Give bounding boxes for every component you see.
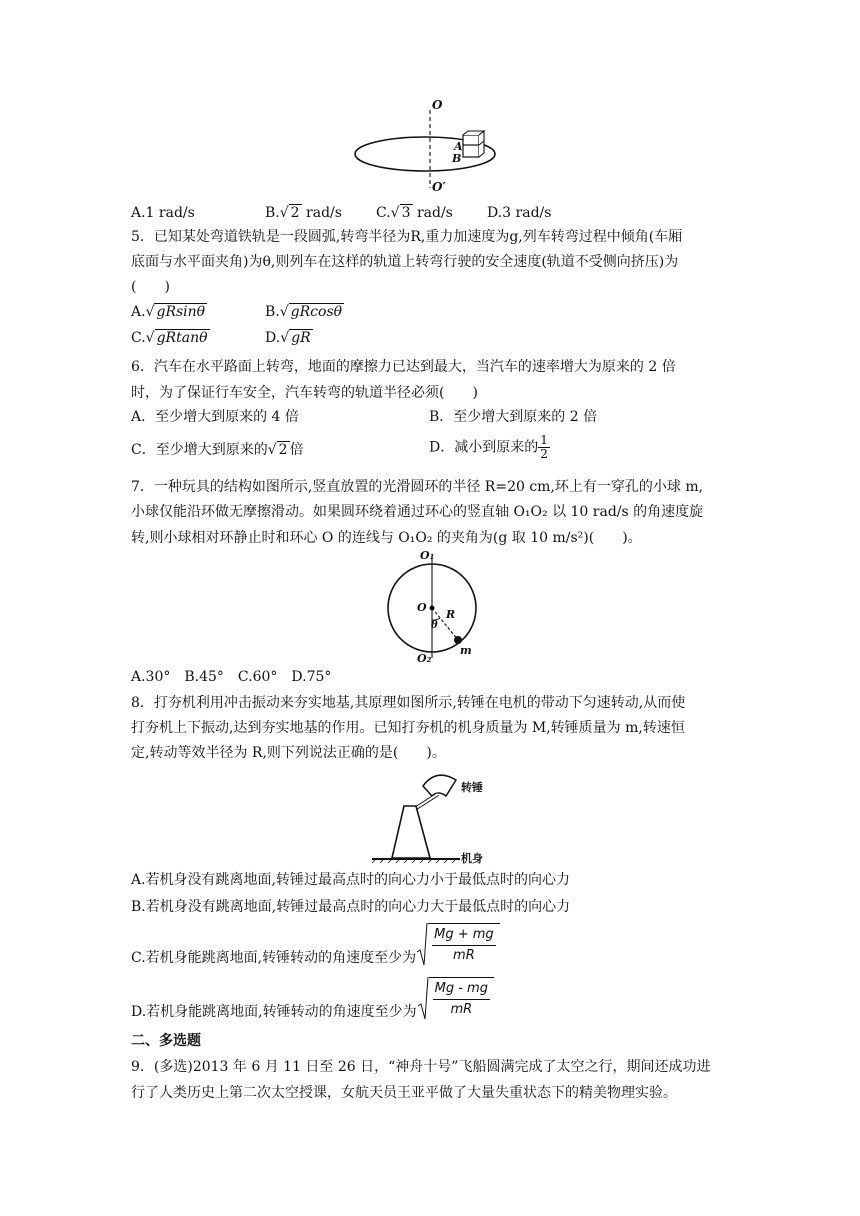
q9-line1: 9．(多选)2013 年 6 月 11 日至 26 日，“神舟十号”飞船圆满完成了太空之行，期间还成功进 — [131, 1059, 711, 1075]
q4-option-c: C.√ 3 rad/s — [376, 205, 453, 221]
figure-ring — [380, 552, 490, 664]
fig3-label-body: 机身 — [461, 852, 483, 865]
fig2-label-O1: O₁ — [420, 549, 435, 562]
q8-line3: 定,转动等效半径为 R,则下列说法正确的是( )。 — [131, 745, 446, 761]
q5-line2: 底面与水平面夹角)为θ,则列车在这样的轨道上转弯行驶的安全速度(轨道不受侧向挤压)为 — [131, 254, 679, 270]
q6-option-d: D．减小到原来的 $\frac{1}{2}$ — [429, 433, 548, 461]
q8-option-a: A.若机身没有跳离地面,转锤过最高点时的向心力小于最低点时的向心力 — [131, 872, 571, 888]
q8-option-c: C.若机身能跳离地面,转锤转动的角速度至少为 Mg + mg mR — [131, 922, 500, 966]
q4-option-d: D.3 rad/s — [487, 205, 552, 221]
q5-option-a: A.√ gRsinθ — [131, 304, 206, 320]
q4-option-a: A.1 rad/s — [131, 205, 195, 221]
fig2-label-R: R — [446, 608, 456, 621]
q5-option-c: C.√ gRtanθ — [131, 330, 208, 346]
q6-line1: 6．汽车在水平路面上转弯，地面的摩擦力已达到最大，当汽车的速率增大为原来的 2 倍 — [131, 359, 676, 375]
q8-line1: 8．打夯机利用冲击振动来夯实地基,其原理如图所示,转锤在电机的带动下匀速转动,从而使 — [131, 695, 686, 711]
q8-option-b: B.若机身没有跳离地面,转锤过最高点时的向心力大于最低点时的向心力 — [131, 899, 571, 915]
fig1-label-A: A — [454, 140, 463, 153]
fig2-label-O: O — [417, 601, 427, 614]
fig3-label-hammer: 转锤 — [461, 781, 483, 794]
block-B — [463, 144, 479, 157]
fig1-label-O-prime: O′ — [432, 180, 446, 194]
q8-line2: 打夯机上下振动,达到夯实地基的作用。已知打夯机的机身质量为 M,转锤质量为 m,转速恒 — [131, 720, 685, 736]
q7-line2: 小球仅能沿环做无摩擦滑动。如果圆环绕着通过环心的竖直轴 O₁O₂ 以 10 rad/s 的角速度旋 — [131, 504, 704, 520]
center-dot — [430, 606, 435, 611]
block-A — [463, 135, 479, 145]
fig1-label-O: O — [432, 98, 443, 112]
q5-line1: 5．已知某处弯道铁轨是一段圆弧,转弯半径为R,重力加速度为g,列车转弯过程中倾角(车厢 — [131, 229, 683, 245]
q5-option-b: B.√ gRcosθ — [265, 304, 343, 320]
q5-option-d: D.√ gR — [265, 330, 311, 346]
q7-line3: 转,则小球相对环静止时和环心 O 的连线与 O₁O₂ 的夹角为(g 取 10 m/s²)( )。 — [131, 530, 642, 546]
q6-option-c: C．至少增大到原来的√ 2 倍 — [131, 442, 304, 458]
q6-option-a: A．至少增大到原来的 4 倍 — [131, 409, 299, 425]
q7-options: A.30° B.45° C.60° D.75° — [131, 669, 332, 685]
fig2-label-theta: θ — [431, 620, 438, 631]
q9-line2: 行了人类历史上第二次太空授课，女航天员王亚平做了大量失重状态下的精美物理实验。 — [131, 1085, 677, 1101]
q7-line1: 7．一种玩具的结构如图所示,竖直放置的光滑圆环的半径 R=20 cm,环上有一穿孔的小球 m, — [131, 479, 704, 495]
fig2-label-O2: O₂ — [417, 652, 432, 665]
ball-m — [454, 636, 462, 644]
q4-options — [131, 203, 552, 223]
q8-option-d: D.若机身能跳离地面,转锤转动的角速度至少为 Mg - mg mR — [131, 976, 494, 1020]
fig2-label-m: m — [460, 644, 472, 657]
q6-option-b: B．至少增大到原来的 2 倍 — [429, 409, 598, 425]
q4-option-b: B.√ 2 rad/s — [265, 205, 342, 221]
q6-line2: 时，为了保证行车安全，汽车转弯的轨道半径必须( ) — [131, 385, 478, 401]
figure-rotating-disc — [350, 96, 510, 196]
hammer-head — [423, 775, 456, 796]
section-heading-multiple-choice: 二、多选题 — [131, 1033, 201, 1049]
fig1-label-B: B — [452, 152, 462, 165]
machine-body — [392, 806, 430, 858]
q5-line3: ( ) — [131, 279, 170, 295]
